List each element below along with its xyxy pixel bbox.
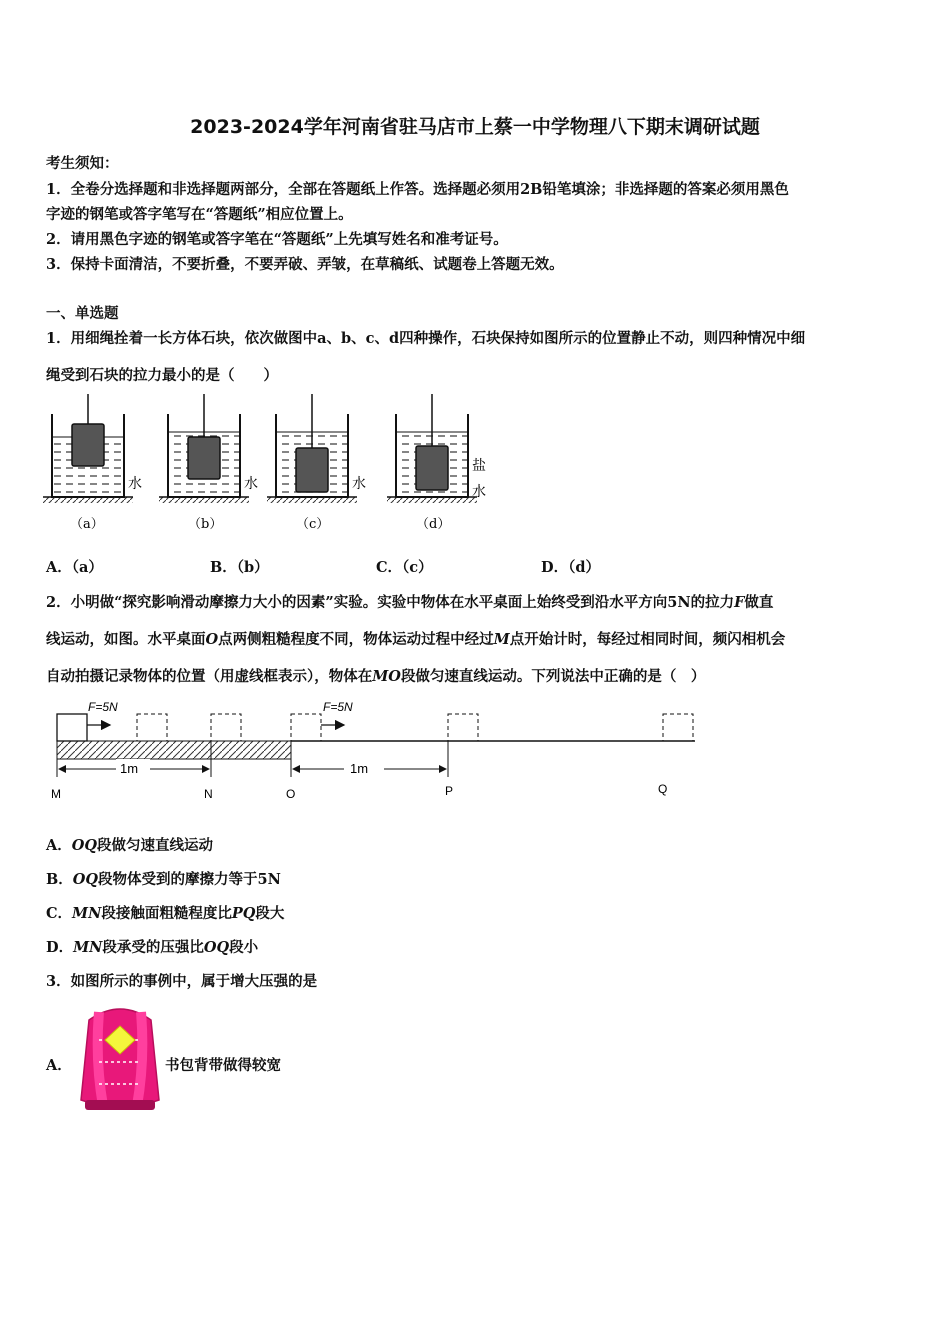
distance-label: 1m xyxy=(350,761,369,776)
beaker-a xyxy=(43,394,133,503)
option-prefix: B． xyxy=(46,871,73,888)
option-text: 段小 xyxy=(229,939,259,956)
figure-caption: （b） xyxy=(188,517,223,532)
beaker-b xyxy=(159,394,249,503)
block xyxy=(57,714,87,741)
point-label: M xyxy=(51,787,61,801)
beaker-d xyxy=(387,394,477,503)
liquid-label: 水 xyxy=(244,476,258,492)
question-3-text: 3．如图所示的事例中，属于增大压强的是 xyxy=(46,973,318,990)
liquid-label: 水 xyxy=(352,476,366,492)
question-2-text xyxy=(46,628,785,649)
variable: F xyxy=(734,594,745,611)
notice-item: 2．请用黑色字迹的钢笔或答字笔在“答题纸”上先填写姓名和准考证号。 xyxy=(46,231,508,248)
liquid-label: 盐 xyxy=(472,458,486,474)
text-run: 点开始计时，每经过相同时间，频闪相机会 xyxy=(509,631,786,648)
variable: MN xyxy=(73,939,103,956)
question-2-text xyxy=(46,591,773,612)
option-c[interactable]: C．（c） xyxy=(376,559,433,576)
option-c[interactable] xyxy=(46,902,284,923)
beaker-c xyxy=(267,394,357,503)
figure-caption: （a） xyxy=(70,517,104,532)
point-label: Q xyxy=(658,782,668,796)
text-run: 点两侧粗糙程度不同，物体运动过程中经过 xyxy=(218,631,494,648)
text-run: 做直 xyxy=(744,594,774,611)
point-label: O xyxy=(286,787,296,801)
option-text: 段大 xyxy=(255,905,285,922)
variable: PQ xyxy=(231,905,256,922)
option-text: 段接触面粗糙程度比 xyxy=(101,905,232,922)
option-d[interactable]: D．（d） xyxy=(541,559,600,576)
figure-caption: （d） xyxy=(416,517,451,532)
question-2-text xyxy=(46,665,705,686)
notice-item: 字迹的钢笔或答字笔写在“答题纸”相应位置上。 xyxy=(46,206,353,223)
text-run: 2．小明做“探究影响滑动摩擦力大小的因素”实验。实验中物体在水平桌面上始终受到沿水平方向5N的拉力 xyxy=(46,594,735,611)
q2-friction-figure xyxy=(40,695,710,805)
variable: MO xyxy=(372,668,401,685)
point-label: P xyxy=(445,784,454,798)
notice-heading: 考生须知： xyxy=(46,155,119,172)
distance-label: 1m xyxy=(120,761,139,776)
question-1-text: 1．用细绳拴着一长方体石块，依次做图中a、b、c、d四种操作，石块保持如图所示的位置静止不动，则四种情况中细 xyxy=(46,330,806,347)
q1-beakers-figure xyxy=(40,392,510,537)
text-run: 线运动，如图。水平桌面 xyxy=(46,631,206,648)
force-label: F=5N xyxy=(323,700,353,714)
figure-caption: （c） xyxy=(296,517,330,532)
frame-position xyxy=(137,714,167,741)
force-label: F=5N xyxy=(88,700,118,714)
variable: MN xyxy=(72,905,102,922)
option-text: 段做匀速直线运动 xyxy=(97,837,214,854)
text-run: 段做匀速直线运动。下列说法中正确的是（ ） xyxy=(400,668,706,685)
text-run: 自动拍摄记录物体的位置（用虚线框表示），物体在 xyxy=(46,668,373,685)
page-title: 2023-2024学年河南省驻马店市上蔡一中学物理八下期末调研试题 xyxy=(190,116,760,138)
option-b[interactable]: B．（b） xyxy=(210,559,269,576)
notice-item: 1．全卷分选择题和非选择题两部分，全部在答题纸上作答。选择题必须用2B铅笔填涂；非选择题的答案必须用黑色 xyxy=(46,181,789,198)
variable: OQ xyxy=(71,837,98,854)
option-b[interactable] xyxy=(46,868,281,889)
notice-item: 3．保持卡面清洁，不要折叠，不要弄破、弄皱，在草稿纸、试题卷上答题无效。 xyxy=(46,256,564,273)
frame-position xyxy=(211,714,241,741)
frame-position xyxy=(291,714,321,741)
frame-position xyxy=(663,714,693,741)
liquid-label: 水 xyxy=(472,484,486,500)
rough-surface xyxy=(57,741,291,759)
option-a-text[interactable]: 书包背带做得较宽 xyxy=(165,1057,281,1074)
variable: OQ xyxy=(72,871,99,888)
option-text: 段物体受到的摩擦力等于5N xyxy=(98,871,281,888)
variable: M xyxy=(493,631,510,648)
frame-position xyxy=(448,714,478,741)
variable: O xyxy=(205,631,219,648)
option-text: 段承受的压强比 xyxy=(102,939,204,956)
option-prefix: D． xyxy=(46,939,74,956)
liquid-label: 水 xyxy=(128,476,142,492)
option-prefix: C． xyxy=(46,905,73,922)
backpack-image xyxy=(75,1000,165,1114)
option-a-prefix[interactable]: A． xyxy=(46,1057,72,1074)
option-prefix: A． xyxy=(46,837,72,854)
variable: OQ xyxy=(203,939,230,956)
option-a[interactable]: A．（a） xyxy=(46,559,103,576)
option-a[interactable] xyxy=(46,834,213,855)
point-label: N xyxy=(204,787,213,801)
option-d[interactable] xyxy=(46,936,258,957)
question-1-text: 绳受到石块的拉力最小的是（ ） xyxy=(46,367,278,384)
section-heading: 一、单选题 xyxy=(46,305,119,322)
